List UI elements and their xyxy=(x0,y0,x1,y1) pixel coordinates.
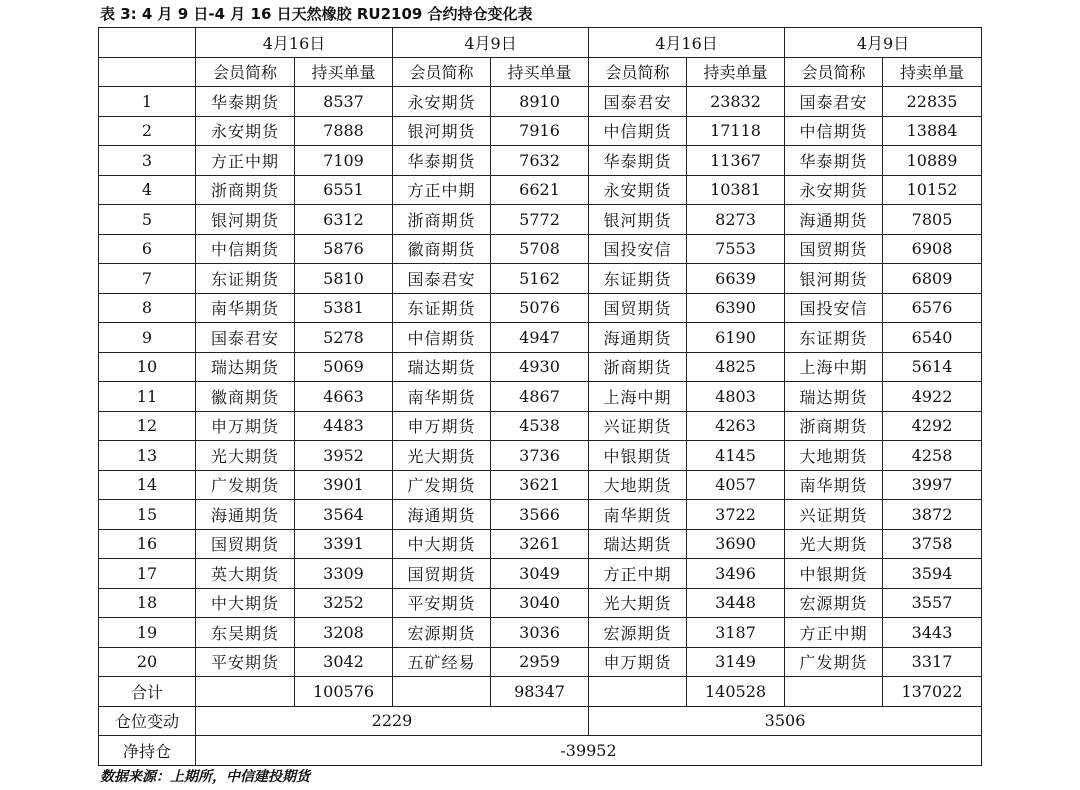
member-name-cell: 南华期货 xyxy=(196,293,295,323)
column-header: 持卖单量 xyxy=(883,57,982,87)
volume-cell: 3317 xyxy=(883,647,982,677)
volume-cell: 8273 xyxy=(687,205,785,235)
rank-cell: 18 xyxy=(99,588,196,618)
volume-cell: 5381 xyxy=(295,293,393,323)
member-name-cell: 广发期货 xyxy=(196,470,295,500)
volume-cell: 5876 xyxy=(295,234,393,264)
column-header: 会员简称 xyxy=(196,57,295,87)
volume-cell: 6576 xyxy=(883,293,982,323)
column-header: 会员简称 xyxy=(785,57,883,87)
volume-cell: 5772 xyxy=(491,205,589,235)
table-row xyxy=(99,441,982,471)
volume-cell: 3872 xyxy=(883,500,982,530)
volume-cell: 3621 xyxy=(491,470,589,500)
member-name-cell: 广发期货 xyxy=(785,647,883,677)
member-name-cell: 永安期货 xyxy=(785,175,883,205)
total-row xyxy=(99,677,982,707)
volume-cell: 23832 xyxy=(687,87,785,117)
volume-cell: 6809 xyxy=(883,264,982,294)
member-name-cell: 永安期货 xyxy=(589,175,687,205)
member-name-cell: 瑞达期货 xyxy=(785,382,883,412)
member-name-cell: 华泰期货 xyxy=(785,146,883,176)
member-name-cell: 银河期货 xyxy=(785,264,883,294)
member-name-cell: 永安期货 xyxy=(393,87,491,117)
volume-cell: 3448 xyxy=(687,588,785,618)
member-name-cell: 光大期货 xyxy=(393,441,491,471)
table-row xyxy=(99,411,982,441)
member-name-cell: 国贸期货 xyxy=(785,234,883,264)
net-row xyxy=(99,736,982,766)
member-name-cell: 东证期货 xyxy=(393,293,491,323)
corner-cell xyxy=(99,57,196,87)
table-row xyxy=(99,87,982,117)
member-name-cell: 中银期货 xyxy=(785,559,883,589)
volume-cell: 8910 xyxy=(491,87,589,117)
member-name-cell: 浙商期货 xyxy=(393,205,491,235)
rank-cell: 8 xyxy=(99,293,196,323)
volume-cell: 4292 xyxy=(883,411,982,441)
member-name-cell: 海通期货 xyxy=(589,323,687,353)
member-name-cell: 上海中期 xyxy=(785,352,883,382)
rank-cell: 3 xyxy=(99,146,196,176)
rank-cell: 11 xyxy=(99,382,196,412)
group-header-row xyxy=(99,28,982,58)
rank-cell: 20 xyxy=(99,647,196,677)
volume-cell: 4803 xyxy=(687,382,785,412)
net-value: -39952 xyxy=(196,736,982,766)
member-name-cell: 英大期货 xyxy=(196,559,295,589)
table-row xyxy=(99,116,982,146)
volume-cell: 3564 xyxy=(295,500,393,530)
volume-cell: 6540 xyxy=(883,323,982,353)
volume-cell: 3208 xyxy=(295,618,393,648)
member-name-cell: 方正中期 xyxy=(196,146,295,176)
rank-cell: 7 xyxy=(99,264,196,294)
volume-cell: 3391 xyxy=(295,529,393,559)
group-header: 4月9日 xyxy=(393,28,589,58)
rank-cell: 1 xyxy=(99,87,196,117)
member-name-cell: 光大期货 xyxy=(589,588,687,618)
empty-cell xyxy=(589,677,687,707)
rank-cell: 6 xyxy=(99,234,196,264)
volume-cell: 3261 xyxy=(491,529,589,559)
member-name-cell: 东吴期货 xyxy=(196,618,295,648)
member-name-cell: 银河期货 xyxy=(589,205,687,235)
table-row xyxy=(99,323,982,353)
table-row xyxy=(99,352,982,382)
volume-cell: 3997 xyxy=(883,470,982,500)
volume-cell: 3566 xyxy=(491,500,589,530)
rank-cell: 4 xyxy=(99,175,196,205)
column-header: 会员简称 xyxy=(393,57,491,87)
member-name-cell: 五矿经易 xyxy=(393,647,491,677)
volume-cell: 7553 xyxy=(687,234,785,264)
total-value: 137022 xyxy=(883,677,982,707)
volume-cell: 13884 xyxy=(883,116,982,146)
volume-cell: 4663 xyxy=(295,382,393,412)
volume-cell: 4947 xyxy=(491,323,589,353)
member-name-cell: 中信期货 xyxy=(785,116,883,146)
member-name-cell: 南华期货 xyxy=(785,470,883,500)
data-source-note: 数据来源：上期所，中信建投期货 xyxy=(100,769,310,785)
member-name-cell: 申万期货 xyxy=(589,647,687,677)
table-row xyxy=(99,382,982,412)
member-name-cell: 平安期货 xyxy=(393,588,491,618)
rank-cell: 13 xyxy=(99,441,196,471)
volume-cell: 5708 xyxy=(491,234,589,264)
volume-cell: 10889 xyxy=(883,146,982,176)
member-name-cell: 东证期货 xyxy=(589,264,687,294)
member-name-cell: 申万期货 xyxy=(196,411,295,441)
member-name-cell: 广发期货 xyxy=(393,470,491,500)
table-row xyxy=(99,146,982,176)
volume-cell: 3309 xyxy=(295,559,393,589)
volume-cell: 10381 xyxy=(687,175,785,205)
member-name-cell: 海通期货 xyxy=(785,205,883,235)
table-row xyxy=(99,234,982,264)
volume-cell: 3187 xyxy=(687,618,785,648)
member-name-cell: 光大期货 xyxy=(785,529,883,559)
empty-cell xyxy=(393,677,491,707)
empty-cell xyxy=(196,677,295,707)
volume-cell: 4258 xyxy=(883,441,982,471)
volume-cell: 4825 xyxy=(687,352,785,382)
member-name-cell: 银河期货 xyxy=(393,116,491,146)
group-header: 4月16日 xyxy=(589,28,785,58)
member-name-cell: 南华期货 xyxy=(589,500,687,530)
volume-cell: 7632 xyxy=(491,146,589,176)
volume-cell: 4145 xyxy=(687,441,785,471)
member-name-cell: 大地期货 xyxy=(785,441,883,471)
member-name-cell: 国贸期货 xyxy=(393,559,491,589)
member-name-cell: 海通期货 xyxy=(196,500,295,530)
member-name-cell: 大地期货 xyxy=(589,470,687,500)
volume-cell: 5278 xyxy=(295,323,393,353)
rank-cell: 15 xyxy=(99,500,196,530)
change-row xyxy=(99,706,982,736)
member-name-cell: 徽商期货 xyxy=(196,382,295,412)
member-name-cell: 方正中期 xyxy=(393,175,491,205)
sell-change-value: 3506 xyxy=(589,706,982,736)
sub-header-row xyxy=(99,57,982,87)
rank-cell: 12 xyxy=(99,411,196,441)
volume-cell: 5069 xyxy=(295,352,393,382)
total-value: 140528 xyxy=(687,677,785,707)
volume-cell: 7805 xyxy=(883,205,982,235)
rank-cell: 5 xyxy=(99,205,196,235)
member-name-cell: 南华期货 xyxy=(393,382,491,412)
member-name-cell: 宏源期货 xyxy=(589,618,687,648)
column-header: 持卖单量 xyxy=(687,57,785,87)
volume-cell: 3036 xyxy=(491,618,589,648)
member-name-cell: 国泰君安 xyxy=(589,87,687,117)
member-name-cell: 中银期货 xyxy=(589,441,687,471)
member-name-cell: 国投安信 xyxy=(589,234,687,264)
total-label: 合计 xyxy=(99,677,196,707)
rank-cell: 19 xyxy=(99,618,196,648)
volume-cell: 3149 xyxy=(687,647,785,677)
volume-cell: 4922 xyxy=(883,382,982,412)
volume-cell: 10152 xyxy=(883,175,982,205)
table-row xyxy=(99,175,982,205)
volume-cell: 3042 xyxy=(295,647,393,677)
member-name-cell: 东证期货 xyxy=(785,323,883,353)
member-name-cell: 瑞达期货 xyxy=(196,352,295,382)
member-name-cell: 上海中期 xyxy=(589,382,687,412)
volume-cell: 6312 xyxy=(295,205,393,235)
volume-cell: 3952 xyxy=(295,441,393,471)
member-name-cell: 浙商期货 xyxy=(785,411,883,441)
volume-cell: 6551 xyxy=(295,175,393,205)
volume-cell: 3252 xyxy=(295,588,393,618)
member-name-cell: 海通期货 xyxy=(393,500,491,530)
corner-cell xyxy=(99,28,196,58)
volume-cell: 11367 xyxy=(687,146,785,176)
table-title: 表 3: 4 月 9 日-4 月 16 日天然橡胶 RU2109 合约持仓变化表 xyxy=(100,5,533,23)
volume-cell: 6621 xyxy=(491,175,589,205)
column-header: 持买单量 xyxy=(295,57,393,87)
member-name-cell: 光大期货 xyxy=(196,441,295,471)
volume-cell: 7109 xyxy=(295,146,393,176)
volume-cell: 3557 xyxy=(883,588,982,618)
member-name-cell: 国贸期货 xyxy=(196,529,295,559)
member-name-cell: 中信期货 xyxy=(589,116,687,146)
member-name-cell: 国投安信 xyxy=(785,293,883,323)
table-row xyxy=(99,205,982,235)
rank-cell: 9 xyxy=(99,323,196,353)
column-header: 会员简称 xyxy=(589,57,687,87)
volume-cell: 4930 xyxy=(491,352,589,382)
volume-cell: 7916 xyxy=(491,116,589,146)
member-name-cell: 银河期货 xyxy=(196,205,295,235)
member-name-cell: 东证期货 xyxy=(196,264,295,294)
member-name-cell: 国泰君安 xyxy=(785,87,883,117)
member-name-cell: 国泰君安 xyxy=(393,264,491,294)
volume-cell: 4057 xyxy=(687,470,785,500)
rank-cell: 16 xyxy=(99,529,196,559)
member-name-cell: 中信期货 xyxy=(393,323,491,353)
rank-cell: 17 xyxy=(99,559,196,589)
volume-cell: 6908 xyxy=(883,234,982,264)
table-row xyxy=(99,647,982,677)
member-name-cell: 瑞达期货 xyxy=(589,529,687,559)
member-name-cell: 申万期货 xyxy=(393,411,491,441)
volume-cell: 3443 xyxy=(883,618,982,648)
member-name-cell: 华泰期货 xyxy=(393,146,491,176)
table-row xyxy=(99,618,982,648)
volume-cell: 4538 xyxy=(491,411,589,441)
member-name-cell: 浙商期货 xyxy=(589,352,687,382)
volume-cell: 8537 xyxy=(295,87,393,117)
member-name-cell: 中大期货 xyxy=(196,588,295,618)
group-header: 4月9日 xyxy=(785,28,982,58)
total-value: 100576 xyxy=(295,677,393,707)
volume-cell: 7888 xyxy=(295,116,393,146)
volume-cell: 5614 xyxy=(883,352,982,382)
volume-cell: 4483 xyxy=(295,411,393,441)
member-name-cell: 平安期货 xyxy=(196,647,295,677)
table-row xyxy=(99,559,982,589)
table-row xyxy=(99,500,982,530)
table-row xyxy=(99,470,982,500)
member-name-cell: 国贸期货 xyxy=(589,293,687,323)
net-label: 净持仓 xyxy=(99,736,196,766)
member-name-cell: 方正中期 xyxy=(589,559,687,589)
member-name-cell: 宏源期货 xyxy=(393,618,491,648)
volume-cell: 3496 xyxy=(687,559,785,589)
volume-cell: 3049 xyxy=(491,559,589,589)
member-name-cell: 兴证期货 xyxy=(785,500,883,530)
volume-cell: 6190 xyxy=(687,323,785,353)
rank-cell: 10 xyxy=(99,352,196,382)
member-name-cell: 华泰期货 xyxy=(196,87,295,117)
member-name-cell: 中大期货 xyxy=(393,529,491,559)
rank-cell: 14 xyxy=(99,470,196,500)
member-name-cell: 兴证期货 xyxy=(589,411,687,441)
volume-cell: 6639 xyxy=(687,264,785,294)
volume-cell: 5810 xyxy=(295,264,393,294)
volume-cell: 17118 xyxy=(687,116,785,146)
group-header: 4月16日 xyxy=(196,28,393,58)
buy-change-value: 2229 xyxy=(196,706,589,736)
table-row xyxy=(99,588,982,618)
table-row xyxy=(99,529,982,559)
rank-cell: 2 xyxy=(99,116,196,146)
member-name-cell: 瑞达期货 xyxy=(393,352,491,382)
volume-cell: 2959 xyxy=(491,647,589,677)
volume-cell: 3594 xyxy=(883,559,982,589)
member-name-cell: 浙商期货 xyxy=(196,175,295,205)
member-name-cell: 永安期货 xyxy=(196,116,295,146)
position-table xyxy=(98,27,982,766)
member-name-cell: 华泰期货 xyxy=(589,146,687,176)
volume-cell: 5076 xyxy=(491,293,589,323)
change-label: 仓位变动 xyxy=(99,706,196,736)
empty-cell xyxy=(785,677,883,707)
volume-cell: 3722 xyxy=(687,500,785,530)
member-name-cell: 国泰君安 xyxy=(196,323,295,353)
volume-cell: 5162 xyxy=(491,264,589,294)
table-row xyxy=(99,293,982,323)
volume-cell: 3690 xyxy=(687,529,785,559)
member-name-cell: 方正中期 xyxy=(785,618,883,648)
volume-cell: 6390 xyxy=(687,293,785,323)
table-row xyxy=(99,264,982,294)
volume-cell: 4263 xyxy=(687,411,785,441)
total-value: 98347 xyxy=(491,677,589,707)
volume-cell: 3758 xyxy=(883,529,982,559)
member-name-cell: 中信期货 xyxy=(196,234,295,264)
volume-cell: 4867 xyxy=(491,382,589,412)
volume-cell: 22835 xyxy=(883,87,982,117)
column-header: 持买单量 xyxy=(491,57,589,87)
volume-cell: 3040 xyxy=(491,588,589,618)
member-name-cell: 宏源期货 xyxy=(785,588,883,618)
volume-cell: 3901 xyxy=(295,470,393,500)
member-name-cell: 徽商期货 xyxy=(393,234,491,264)
volume-cell: 3736 xyxy=(491,441,589,471)
